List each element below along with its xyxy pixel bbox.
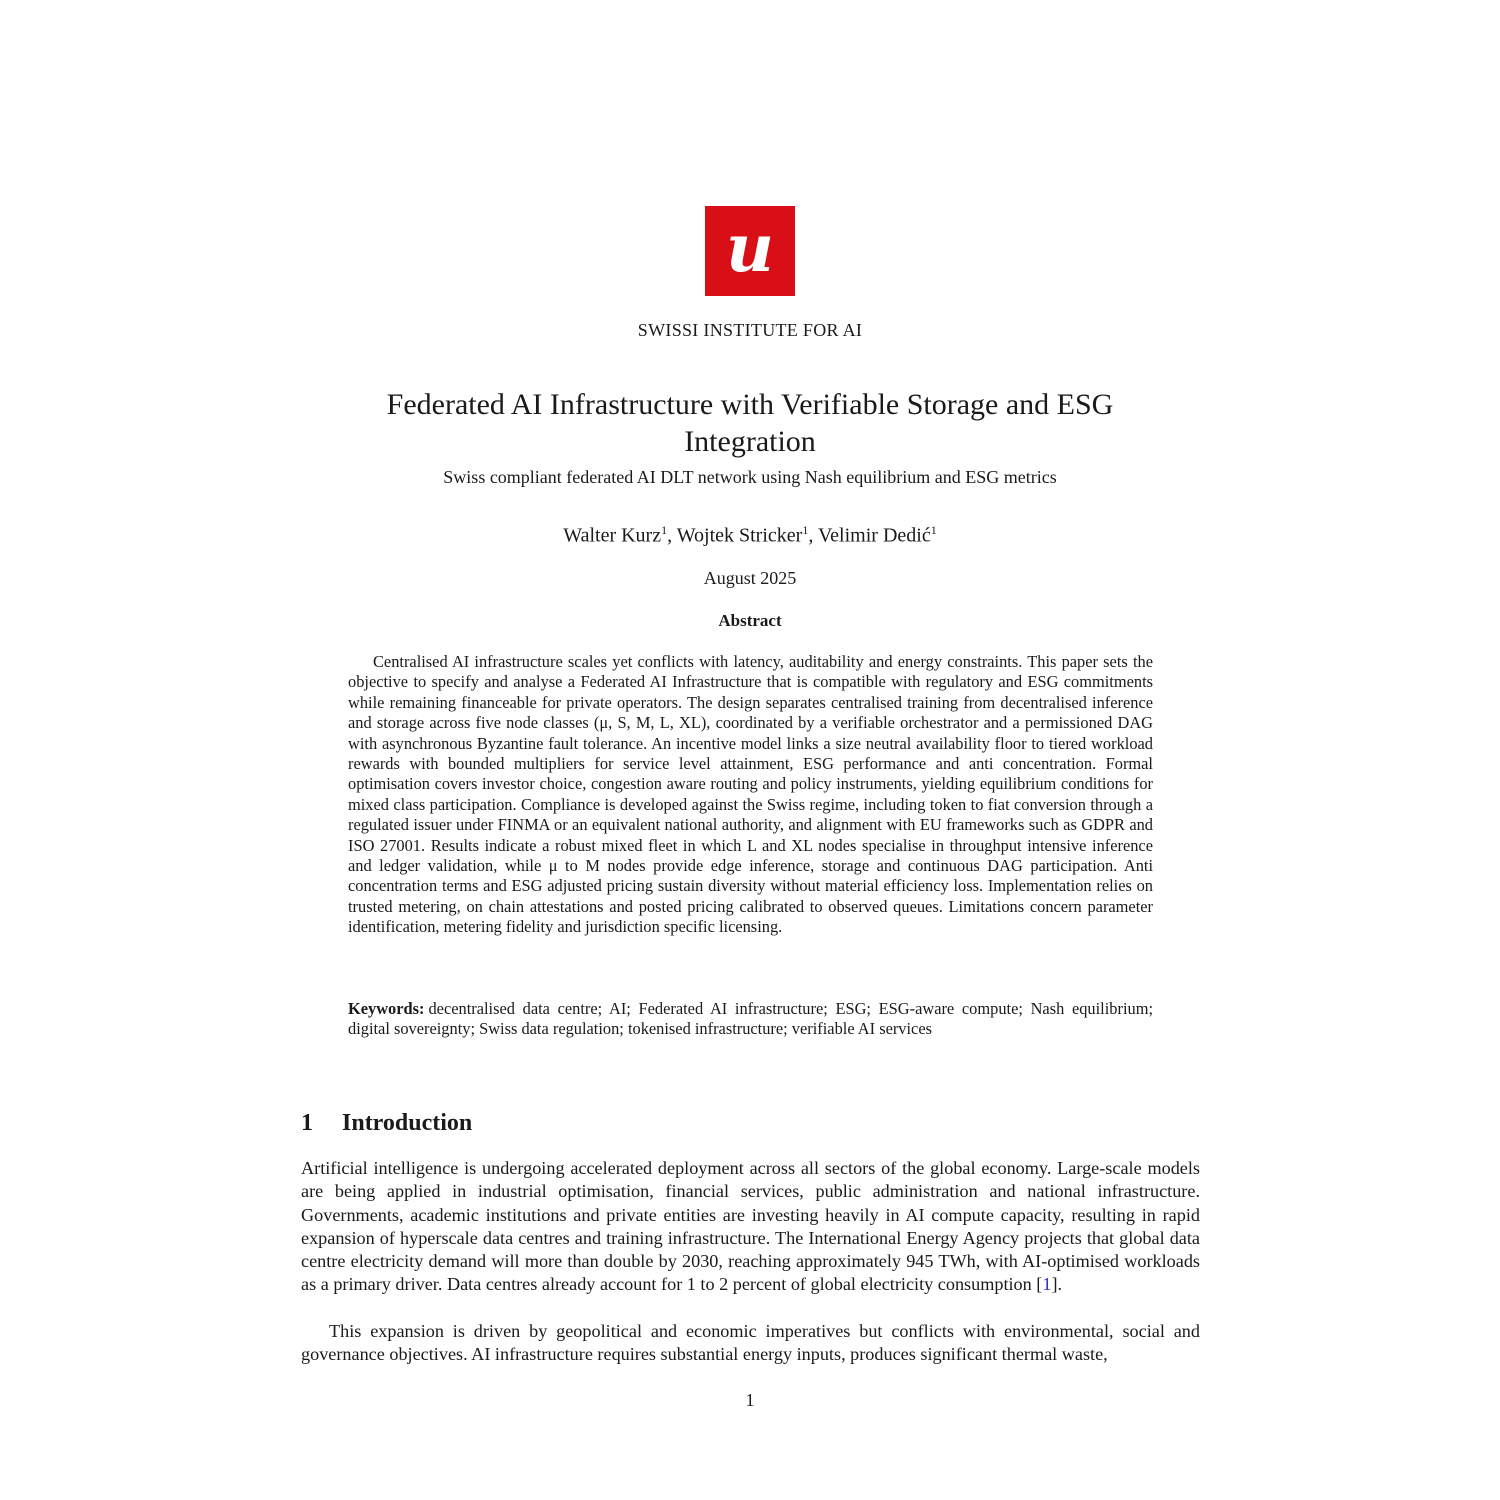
author-affiliation: 1 (930, 523, 937, 537)
intro-paragraph: This expansion is driven by geopolitical and economic imperatives but conflicts with environmental, social and governance objectives. AI infrastructure requires substantial energy inputs, produces significant thermal waste, (301, 1321, 1200, 1365)
citation-link[interactable]: 1 (1042, 1274, 1052, 1295)
author-affiliation: 1 (661, 523, 668, 537)
page-number: 1 (745, 1390, 755, 1410)
keywords (348, 999, 1153, 1040)
section-number: 1 (301, 1110, 313, 1136)
paper-date: August 2025 (703, 568, 797, 588)
author-name: Walter Kurz (563, 524, 662, 547)
keywords-text: decentralised data centre; AI; Federated AI infrastructure; ESG; ESG-aware compute; Nash equilibrium; digital sovereignty; Swiss data regulation; tokenised infrastructure; verifiable AI services (348, 999, 1153, 1039)
paragraph-text: Artificial intelligence is undergoing accelerated deployment across all sectors of the global economy. Large-scale models are being applied in industrial optimisation, financial services, public administration and national infrastructure. Governments, academic institutions and private entities are investing heavily in AI compute capacity, resulting in rapid expansion of hyperscale data centres and training infrastructure. The International Energy Agency projects that global data centre electricity demand will more than double by 2030, reaching approximately 945 TWh, with AI-optimised workloads as a primary driver. Data centres already account for 1 to 2 percent of global electricity consumption (301, 1158, 1200, 1295)
author-affiliation: 1 (802, 523, 809, 537)
institute-logo (705, 206, 795, 296)
citation-bracket: ]. (1051, 1274, 1063, 1295)
section-title: Introduction (342, 1110, 473, 1136)
intro-paragraph (301, 1157, 1200, 1297)
author-name: Wojtek Stricker (676, 524, 803, 547)
author-separator: , (808, 524, 818, 547)
paper-subtitle: Swiss compliant federated AI DLT network using Nash equilibrium and ESG metrics (443, 467, 1057, 487)
keywords-label: Keywords: (348, 999, 425, 1018)
paper-title: Federated AI Infrastructure with Verifiable Storage and ESG Integration (386, 388, 1114, 458)
author-list (0, 523, 1500, 548)
citation-bracket: [ (1036, 1274, 1043, 1295)
logo-letter: u (726, 209, 774, 287)
author-separator: , (667, 524, 677, 547)
author-name: Velimir Dedić (817, 524, 931, 547)
section-heading (301, 1110, 472, 1137)
abstract-heading: Abstract (718, 611, 782, 630)
institute-name: SWISSI INSTITUTE FOR AI (637, 320, 863, 340)
abstract-text: Centralised AI infrastructure scales yet conflicts with latency, auditability and energy constraints. This paper sets the objective to specify and analyse a Federated AI Infrastructure that is compatible with regulatory and ESG commitments while remaining financeable for private operators. The design separates centralised training from decentralised inference and storage across five node classes (μ, S, M, L, XL), coordinated by a verifiable orchestrator and a permissioned DAG with asynchronous Byzantine fault tolerance. An incentive model links a size neutral availability floor to tiered workload rewards with bounded multipliers for service level attainment, ESG performance and anti concentration. Formal optimisation covers investor choice, congestion aware routing and policy instruments, yielding equilibrium conditions for mixed class participation. Compliance is developed against the Swiss regime, including token to fiat conversion through a regulated issuer under FINMA or an equivalent national authority, and alignment with EU frameworks such as GDPR and ISO 27001. Results indicate a robust mixed fleet in which L and XL nodes specialise in throughput intensive inference and ledger validation, while μ to M nodes provide edge inference, storage and continuous DAG participation. Anti concentration terms and ESG adjusted pricing sustain diversity without material efficiency loss. Implementation relies on trusted metering, on chain attestations and posted pricing calibrated to observed queues. Limitations concern parameter identification, metering fidelity and jurisdiction specific licensing. (348, 652, 1153, 937)
